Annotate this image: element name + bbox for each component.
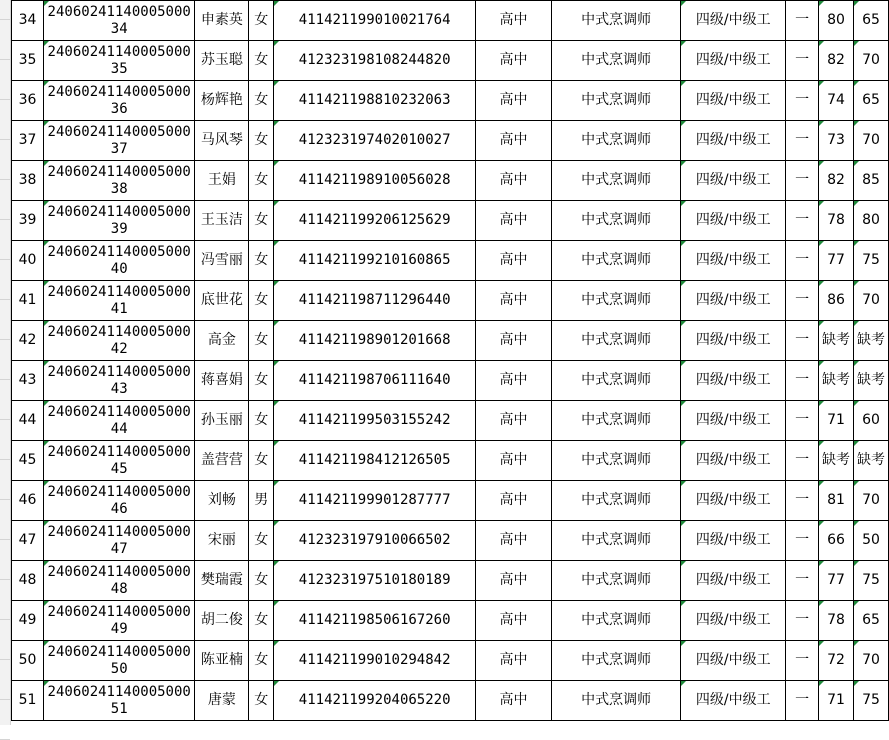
- cell-gender[interactable]: 女: [249, 441, 274, 481]
- row-header-divider: [0, 99, 10, 100]
- cell-practical-score[interactable]: 75: [853, 241, 888, 281]
- cell-gender[interactable]: 女: [249, 121, 274, 161]
- cell-gender[interactable]: 女: [249, 681, 274, 721]
- cell-index[interactable]: 39: [12, 201, 44, 241]
- row-header-divider: [0, 699, 10, 700]
- cell-occupation[interactable]: 中式烹调师: [551, 81, 681, 121]
- row-header-divider: [0, 459, 10, 460]
- table-row: [12, 41, 889, 81]
- cell-level[interactable]: 四级/中级工: [681, 521, 786, 561]
- cell-mark[interactable]: 一: [786, 81, 819, 121]
- cell-level[interactable]: 四级/中级工: [681, 641, 786, 681]
- cell-id-number[interactable]: 411421198506167260: [274, 601, 476, 641]
- cell-level[interactable]: 四级/中级工: [681, 561, 786, 601]
- cell-id-number[interactable]: 411421198910056028: [274, 161, 476, 201]
- row-header-divider: [0, 59, 10, 60]
- cell-occupation[interactable]: 中式烹调师: [551, 561, 681, 601]
- row-header-divider: [0, 419, 10, 420]
- table-row: [12, 521, 889, 561]
- cell-name[interactable]: 马风琴: [195, 121, 249, 161]
- cell-theory-score[interactable]: 73: [819, 121, 854, 161]
- cell-index[interactable]: 45: [12, 441, 44, 481]
- cell-level[interactable]: 四级/中级工: [681, 161, 786, 201]
- cell-mark[interactable]: 一: [786, 561, 819, 601]
- cell-id-number[interactable]: 412323197910066502: [274, 521, 476, 561]
- cell-theory-score[interactable]: 77: [819, 241, 854, 281]
- cell-name[interactable]: 底世花: [195, 281, 249, 321]
- cell-occupation[interactable]: 中式烹调师: [551, 601, 681, 641]
- cell-name[interactable]: 樊瑞霞: [195, 561, 249, 601]
- cell-name[interactable]: 王玉洁: [195, 201, 249, 241]
- table-row: [12, 561, 889, 601]
- cell-occupation[interactable]: 中式烹调师: [551, 361, 681, 401]
- cell-practical-score[interactable]: 60: [853, 401, 888, 441]
- cell-level[interactable]: 四级/中级工: [681, 41, 786, 81]
- table-row: [12, 361, 889, 401]
- cell-mark[interactable]: 一: [786, 241, 819, 281]
- cell-id-number[interactable]: 411421199010294842: [274, 641, 476, 681]
- cell-gender[interactable]: 女: [249, 601, 274, 641]
- row-header-divider: [0, 539, 10, 540]
- cell-id-number[interactable]: 411421199204065220: [274, 681, 476, 721]
- cell-education[interactable]: 高中: [476, 521, 552, 561]
- cell-theory-score[interactable]: 78: [819, 201, 854, 241]
- cell-ticket-number[interactable]: 2406024114000500051: [43, 681, 194, 721]
- cell-id-number[interactable]: 412323198108244820: [274, 41, 476, 81]
- cell-education[interactable]: 高中: [476, 1, 552, 41]
- row-header-divider: [0, 259, 10, 260]
- cell-name[interactable]: 宋丽: [195, 521, 249, 561]
- cell-index[interactable]: 34: [12, 1, 44, 41]
- cell-theory-score[interactable]: 81: [819, 481, 854, 521]
- table-row: [12, 201, 889, 241]
- cell-ticket-number[interactable]: 2406024114000500050: [43, 641, 194, 681]
- cell-ticket-number[interactable]: 2406024114000500041: [43, 281, 194, 321]
- cell-mark[interactable]: 一: [786, 321, 819, 361]
- cell-theory-score[interactable]: 71: [819, 401, 854, 441]
- cell-education[interactable]: 高中: [476, 401, 552, 441]
- cell-name[interactable]: 蒋喜娟: [195, 361, 249, 401]
- cell-mark[interactable]: 一: [786, 521, 819, 561]
- cell-education[interactable]: 高中: [476, 321, 552, 361]
- table-row: [12, 241, 889, 281]
- cell-education[interactable]: 高中: [476, 601, 552, 641]
- cell-occupation[interactable]: 中式烹调师: [551, 681, 681, 721]
- cell-education[interactable]: 高中: [476, 561, 552, 601]
- cell-name[interactable]: 孙玉丽: [195, 401, 249, 441]
- cell-gender[interactable]: 女: [249, 521, 274, 561]
- cell-theory-score[interactable]: 71: [819, 681, 854, 721]
- cell-name[interactable]: 盖营营: [195, 441, 249, 481]
- cell-index[interactable]: 47: [12, 521, 44, 561]
- cell-education[interactable]: 高中: [476, 361, 552, 401]
- row-header-divider: [0, 179, 10, 180]
- cell-education[interactable]: 高中: [476, 41, 552, 81]
- cell-name[interactable]: 陈亚楠: [195, 641, 249, 681]
- cell-mark[interactable]: 一: [786, 641, 819, 681]
- cell-gender[interactable]: 女: [249, 401, 274, 441]
- cell-ticket-number[interactable]: 2406024114000500044: [43, 401, 194, 441]
- cell-index[interactable]: 42: [12, 321, 44, 361]
- cell-index[interactable]: 46: [12, 481, 44, 521]
- cell-mark[interactable]: 一: [786, 401, 819, 441]
- cell-occupation[interactable]: 中式烹调师: [551, 481, 681, 521]
- cell-index[interactable]: 35: [12, 41, 44, 81]
- cell-occupation[interactable]: 中式烹调师: [551, 441, 681, 481]
- table-row: [12, 81, 889, 121]
- cell-education[interactable]: 高中: [476, 281, 552, 321]
- cell-mark[interactable]: 一: [786, 121, 819, 161]
- cell-id-number[interactable]: 412323197402010027: [274, 121, 476, 161]
- row-header-divider: [0, 139, 10, 140]
- cell-theory-score[interactable]: 78: [819, 601, 854, 641]
- cell-occupation[interactable]: 中式烹调师: [551, 281, 681, 321]
- cell-index[interactable]: 40: [12, 241, 44, 281]
- cell-practical-score[interactable]: 75: [853, 681, 888, 721]
- cell-level[interactable]: 四级/中级工: [681, 81, 786, 121]
- cell-id-number[interactable]: 411421199901287777: [274, 481, 476, 521]
- cell-name[interactable]: 刘畅: [195, 481, 249, 521]
- cell-occupation[interactable]: 中式烹调师: [551, 121, 681, 161]
- cell-practical-score[interactable]: 缺考: [853, 321, 888, 361]
- cell-theory-score[interactable]: 66: [819, 521, 854, 561]
- cell-mark[interactable]: 一: [786, 281, 819, 321]
- cell-mark[interactable]: 一: [786, 1, 819, 41]
- cell-occupation[interactable]: 中式烹调师: [551, 321, 681, 361]
- cell-education[interactable]: 高中: [476, 161, 552, 201]
- row-header-divider: [0, 619, 10, 620]
- cell-practical-score[interactable]: 75: [853, 561, 888, 601]
- row-header-divider: [0, 579, 10, 580]
- cell-education[interactable]: 高中: [476, 81, 552, 121]
- cell-index[interactable]: 36: [12, 81, 44, 121]
- cell-ticket-number[interactable]: 2406024114000500048: [43, 561, 194, 601]
- cell-id-number[interactable]: 411421198412126505: [274, 441, 476, 481]
- cell-gender[interactable]: 女: [249, 321, 274, 361]
- cell-education[interactable]: 高中: [476, 241, 552, 281]
- cell-name[interactable]: 杨辉艳: [195, 81, 249, 121]
- cell-practical-score[interactable]: 80: [853, 201, 888, 241]
- table-row: [12, 121, 889, 161]
- cell-mark[interactable]: 一: [786, 681, 819, 721]
- cell-mark[interactable]: 一: [786, 361, 819, 401]
- cell-mark[interactable]: 一: [786, 481, 819, 521]
- cell-occupation[interactable]: 中式烹调师: [551, 401, 681, 441]
- cell-education[interactable]: 高中: [476, 201, 552, 241]
- cell-level[interactable]: 四级/中级工: [681, 361, 786, 401]
- cell-practical-score[interactable]: 70: [853, 121, 888, 161]
- cell-ticket-number[interactable]: 2406024114000500036: [43, 81, 194, 121]
- cell-mark[interactable]: 一: [786, 161, 819, 201]
- cell-id-number[interactable]: 411421198706111640: [274, 361, 476, 401]
- cell-theory-score[interactable]: 缺考: [819, 441, 854, 481]
- row-header-divider: [0, 499, 10, 500]
- table-row: [12, 641, 889, 681]
- cell-gender[interactable]: 女: [249, 641, 274, 681]
- cell-gender[interactable]: 女: [249, 241, 274, 281]
- cell-education[interactable]: 高中: [476, 121, 552, 161]
- cell-level[interactable]: 四级/中级工: [681, 281, 786, 321]
- row-header-divider: [0, 19, 10, 20]
- cell-theory-score[interactable]: 80: [819, 1, 854, 41]
- cell-theory-score[interactable]: 缺考: [819, 321, 854, 361]
- cell-id-number[interactable]: 411421198901201668: [274, 321, 476, 361]
- cell-practical-score[interactable]: 50: [853, 521, 888, 561]
- cell-id-number[interactable]: 411421199210160865: [274, 241, 476, 281]
- cell-practical-score[interactable]: 70: [853, 641, 888, 681]
- cell-index[interactable]: 50: [12, 641, 44, 681]
- cell-practical-score[interactable]: 65: [853, 1, 888, 41]
- cell-ticket-number[interactable]: 2406024114000500046: [43, 481, 194, 521]
- table-row: [12, 1, 889, 41]
- cell-gender[interactable]: 男: [249, 481, 274, 521]
- cell-ticket-number[interactable]: 2406024114000500037: [43, 121, 194, 161]
- cell-theory-score[interactable]: 72: [819, 641, 854, 681]
- table-row: [12, 281, 889, 321]
- table-row: [12, 321, 889, 361]
- cell-gender[interactable]: 女: [249, 81, 274, 121]
- cell-gender[interactable]: 女: [249, 361, 274, 401]
- cell-ticket-number[interactable]: 2406024114000500043: [43, 361, 194, 401]
- cell-theory-score[interactable]: 缺考: [819, 361, 854, 401]
- cell-education[interactable]: 高中: [476, 441, 552, 481]
- cell-ticket-number[interactable]: 2406024114000500038: [43, 161, 194, 201]
- cell-occupation[interactable]: 中式烹调师: [551, 1, 681, 41]
- row-header-divider: [0, 219, 10, 220]
- cell-id-number[interactable]: 412323197510180189: [274, 561, 476, 601]
- cell-level[interactable]: 四级/中级工: [681, 121, 786, 161]
- cell-mark[interactable]: 一: [786, 41, 819, 81]
- cell-level[interactable]: 四级/中级工: [681, 201, 786, 241]
- cell-theory-score[interactable]: 82: [819, 41, 854, 81]
- table-row: [12, 601, 889, 641]
- cell-ticket-number[interactable]: 2406024114000500045: [43, 441, 194, 481]
- cell-gender[interactable]: 女: [249, 161, 274, 201]
- cell-name[interactable]: 胡二俊: [195, 601, 249, 641]
- cell-name[interactable]: 王娟: [195, 161, 249, 201]
- cell-practical-score[interactable]: 缺考: [853, 441, 888, 481]
- cell-ticket-number[interactable]: 2406024114000500047: [43, 521, 194, 561]
- table-row: [12, 401, 889, 441]
- table-row: [12, 441, 889, 481]
- cell-practical-score[interactable]: 缺考: [853, 361, 888, 401]
- cell-occupation[interactable]: 中式烹调师: [551, 241, 681, 281]
- cell-id-number[interactable]: 411421199206125629: [274, 201, 476, 241]
- cell-occupation[interactable]: 中式烹调师: [551, 641, 681, 681]
- cell-ticket-number[interactable]: 2406024114000500035: [43, 41, 194, 81]
- row-header-gutter[interactable]: [0, 0, 11, 725]
- cell-level[interactable]: 四级/中级工: [681, 601, 786, 641]
- cell-theory-score[interactable]: 74: [819, 81, 854, 121]
- cell-practical-score[interactable]: 70: [853, 481, 888, 521]
- cell-occupation[interactable]: 中式烹调师: [551, 161, 681, 201]
- cell-name[interactable]: 申素英: [195, 1, 249, 41]
- cell-practical-score[interactable]: 85: [853, 161, 888, 201]
- table-row: [12, 481, 889, 521]
- cell-practical-score[interactable]: 65: [853, 81, 888, 121]
- row-header-divider: [0, 379, 10, 380]
- cell-gender[interactable]: 女: [249, 1, 274, 41]
- cell-education[interactable]: 高中: [476, 481, 552, 521]
- table-row: [12, 161, 889, 201]
- cell-index[interactable]: 44: [12, 401, 44, 441]
- cell-index[interactable]: 37: [12, 121, 44, 161]
- cell-name[interactable]: 苏玉聪: [195, 41, 249, 81]
- cell-level[interactable]: 四级/中级工: [681, 401, 786, 441]
- cell-level[interactable]: 四级/中级工: [681, 321, 786, 361]
- cell-id-number[interactable]: 411421199503155242: [274, 401, 476, 441]
- cell-theory-score[interactable]: 82: [819, 161, 854, 201]
- cell-theory-score[interactable]: 86: [819, 281, 854, 321]
- row-header-divider: [0, 339, 10, 340]
- spreadsheet-table: [11, 0, 889, 721]
- cell-mark[interactable]: 一: [786, 441, 819, 481]
- cell-index[interactable]: 51: [12, 681, 44, 721]
- cell-level[interactable]: 四级/中级工: [681, 681, 786, 721]
- cell-level[interactable]: 四级/中级工: [681, 481, 786, 521]
- cell-index[interactable]: 38: [12, 161, 44, 201]
- cell-occupation[interactable]: 中式烹调师: [551, 521, 681, 561]
- cell-index[interactable]: 43: [12, 361, 44, 401]
- cell-mark[interactable]: 一: [786, 201, 819, 241]
- cell-gender[interactable]: 女: [249, 281, 274, 321]
- cell-index[interactable]: 49: [12, 601, 44, 641]
- cell-practical-score[interactable]: 65: [853, 601, 888, 641]
- cell-name[interactable]: 高金: [195, 321, 249, 361]
- row-header-divider: [0, 299, 10, 300]
- cell-education[interactable]: 高中: [476, 641, 552, 681]
- cell-level[interactable]: 四级/中级工: [681, 441, 786, 481]
- cell-name[interactable]: 唐蒙: [195, 681, 249, 721]
- cell-level[interactable]: 四级/中级工: [681, 241, 786, 281]
- cell-occupation[interactable]: 中式烹调师: [551, 201, 681, 241]
- cell-id-number[interactable]: 411421198810232063: [274, 81, 476, 121]
- cell-ticket-number[interactable]: 2406024114000500039: [43, 201, 194, 241]
- cell-practical-score[interactable]: 70: [853, 41, 888, 81]
- cell-ticket-number[interactable]: 2406024114000500042: [43, 321, 194, 361]
- cell-index[interactable]: 48: [12, 561, 44, 601]
- cell-occupation[interactable]: 中式烹调师: [551, 41, 681, 81]
- cell-gender[interactable]: 女: [249, 41, 274, 81]
- cell-index[interactable]: 41: [12, 281, 44, 321]
- cell-ticket-number[interactable]: 2406024114000500034: [43, 1, 194, 41]
- row-header-divider: [0, 659, 10, 660]
- table-row: [12, 681, 889, 721]
- cell-gender[interactable]: 女: [249, 561, 274, 601]
- cell-id-number[interactable]: 411421199010021764: [274, 1, 476, 41]
- cell-education[interactable]: 高中: [476, 681, 552, 721]
- cell-gender[interactable]: 女: [249, 201, 274, 241]
- cell-id-number[interactable]: 411421198711296440: [274, 281, 476, 321]
- cell-ticket-number[interactable]: 2406024114000500040: [43, 241, 194, 281]
- cell-mark[interactable]: 一: [786, 601, 819, 641]
- cell-level[interactable]: 四级/中级工: [681, 1, 786, 41]
- cell-ticket-number[interactable]: 2406024114000500049: [43, 601, 194, 641]
- cell-practical-score[interactable]: 70: [853, 281, 888, 321]
- cell-theory-score[interactable]: 77: [819, 561, 854, 601]
- cell-name[interactable]: 冯雪丽: [195, 241, 249, 281]
